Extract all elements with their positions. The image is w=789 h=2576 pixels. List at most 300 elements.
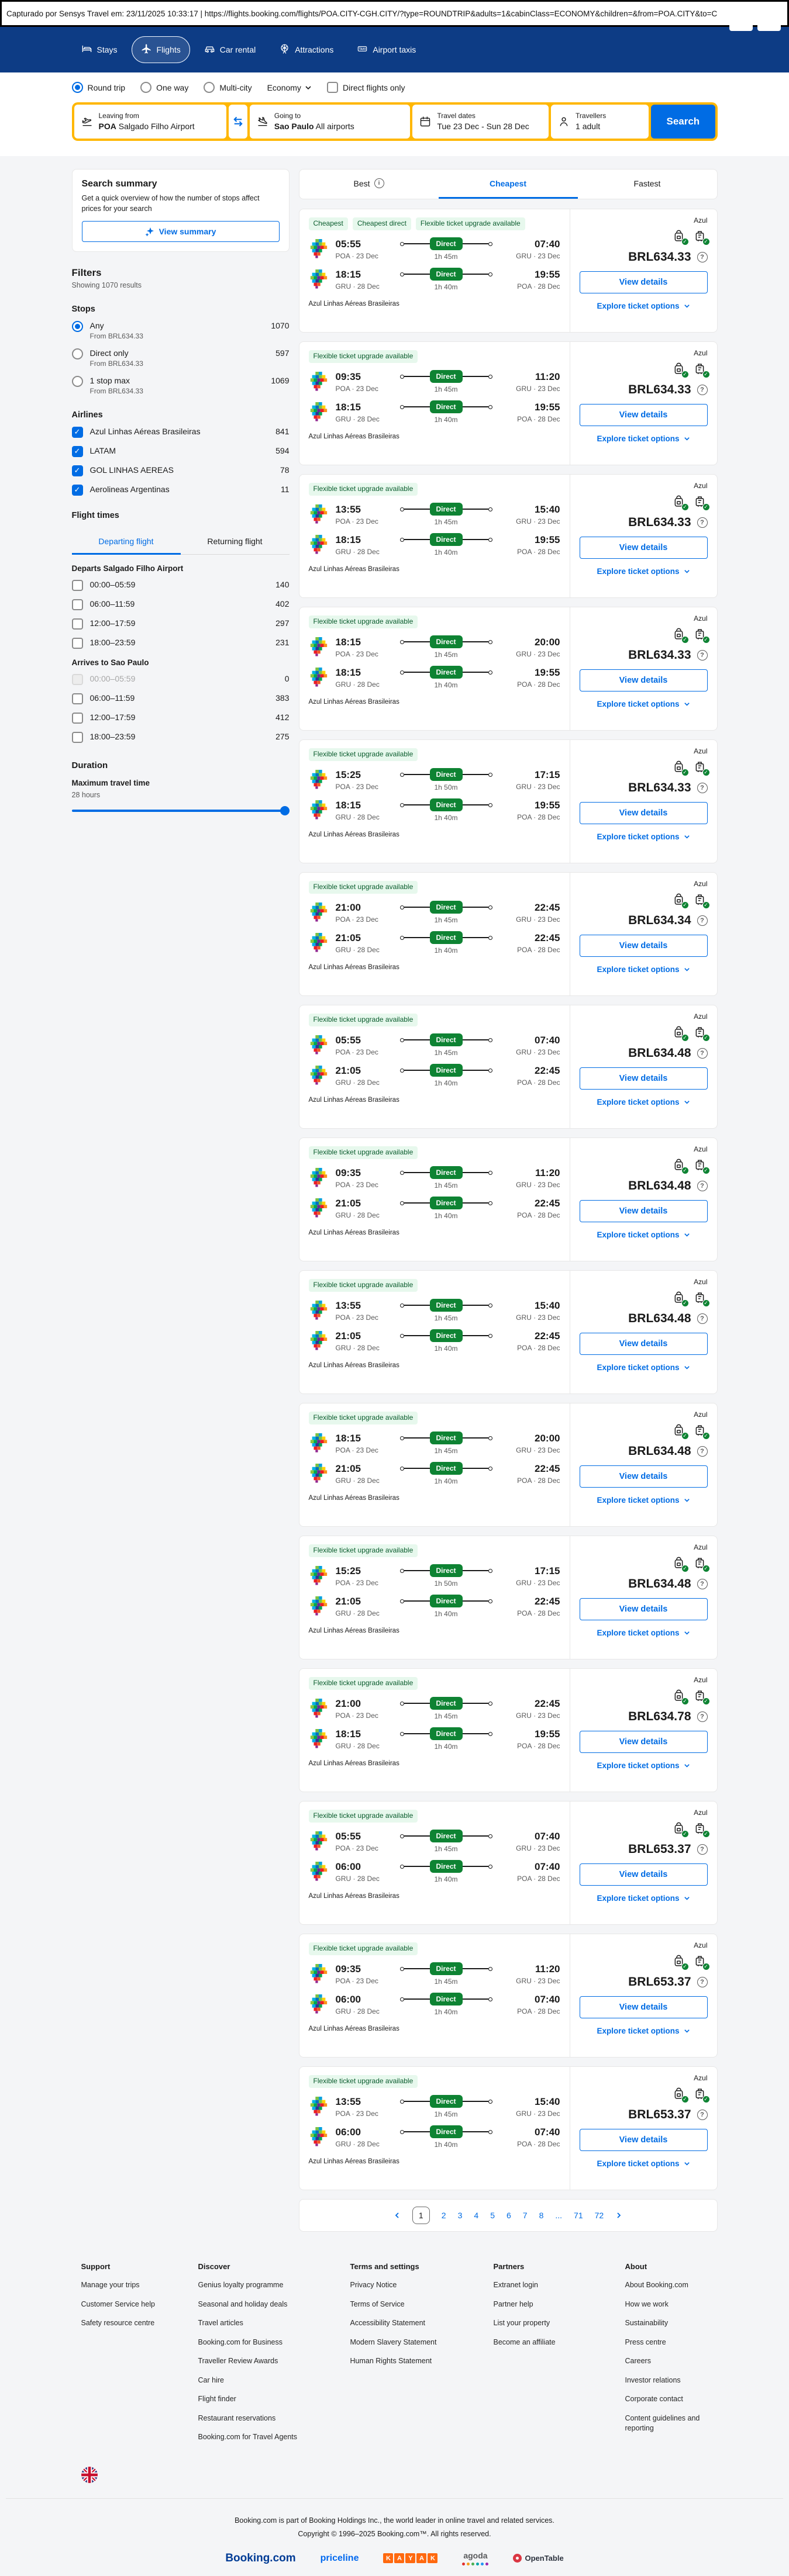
- search-summary-title: Search summary: [81, 179, 157, 189]
- footer-link[interactable]: Genius loyalty programme: [198, 2281, 284, 2289]
- footer-link[interactable]: Careers: [625, 2357, 651, 2365]
- checkbox-icon[interactable]: [72, 446, 83, 457]
- explore-label: Explore ticket options: [597, 965, 680, 974]
- page-number[interactable]: 2: [441, 2211, 446, 2220]
- page-number[interactable]: 71: [574, 2211, 583, 2220]
- outbound-departure-time: 15:25: [335, 769, 361, 780]
- footer-link[interactable]: Flight finder: [198, 2395, 236, 2403]
- checkbox-icon[interactable]: [72, 638, 83, 649]
- route-dot: [488, 1436, 492, 1440]
- return-arrival-airport: POA · 28 Dec: [517, 2007, 560, 2015]
- personal-item-icon: [673, 1025, 687, 1040]
- flight-times-tab[interactable]: Returning flight: [207, 537, 263, 547]
- return-departure-airport: GRU · 28 Dec: [335, 1609, 380, 1617]
- duration-value: 28 hours: [71, 791, 101, 800]
- footer-link[interactable]: Safety resource centre: [81, 2319, 155, 2327]
- airline-option[interactable]: [72, 446, 290, 457]
- price-info-icon[interactable]: ?: [697, 1313, 708, 1324]
- view-details-button[interactable]: View details: [580, 1731, 708, 1753]
- view-details-button[interactable]: View details: [580, 537, 708, 559]
- sort-tabs: [299, 169, 718, 199]
- price-info-icon[interactable]: ?: [697, 1977, 708, 1987]
- footer-column-title: Support: [81, 2262, 111, 2271]
- chevron-down-icon: [684, 1895, 690, 1901]
- view-details-button[interactable]: View details: [580, 1863, 708, 1886]
- outbound-duration: 1h 45m: [434, 1712, 458, 1720]
- nav-pill[interactable]: [132, 36, 190, 63]
- explore-ticket-options-link[interactable]: [580, 567, 708, 576]
- pagination: [299, 2199, 718, 2232]
- outbound-arrival-time: 20:00: [535, 1432, 560, 1444]
- route-line: [463, 1835, 488, 1837]
- footer-link[interactable]: Investor relations: [625, 2376, 681, 2384]
- trip-type-label: One way: [156, 82, 189, 92]
- page-number[interactable]: 5: [490, 2211, 495, 2220]
- route-line: [404, 672, 430, 673]
- route-line: [404, 2101, 430, 2102]
- checkbox-icon[interactable]: [72, 674, 83, 685]
- explore-ticket-options-link[interactable]: [580, 1230, 708, 1239]
- route-line: [463, 907, 488, 908]
- provider-name: Azul: [694, 349, 708, 357]
- depart-time-option[interactable]: [72, 618, 290, 630]
- explore-ticket-options-link[interactable]: [580, 700, 708, 708]
- route-line: [463, 1039, 488, 1040]
- stops-option[interactable]: [72, 348, 290, 368]
- outbound-arrival-airport: GRU · 23 Dec: [516, 1047, 560, 1056]
- route-dot: [488, 1967, 492, 1971]
- azul-airline-logo: [309, 1862, 329, 1882]
- return-arrival-time: 22:45: [535, 1197, 560, 1209]
- price-info-icon[interactable]: ?: [697, 650, 708, 661]
- sort-tab-label: Cheapest: [489, 178, 527, 188]
- going-to-field[interactable]: [250, 105, 410, 139]
- cabin-class-dropdown[interactable]: [267, 83, 312, 92]
- included-check-icon: ✓: [702, 1697, 710, 1705]
- outbound-leg: [309, 2095, 560, 2118]
- view-details-button[interactable]: View details: [580, 669, 708, 691]
- outbound-leg: [309, 370, 560, 393]
- footer-link[interactable]: Accessibility Statement: [350, 2319, 426, 2327]
- outbound-arrival-airport: GRU · 23 Dec: [516, 517, 560, 525]
- language-selector-uk-flag-icon[interactable]: [81, 2467, 98, 2483]
- outbound-arrival-time: 15:40: [535, 2096, 560, 2107]
- outbound-route: [400, 503, 492, 526]
- footer-link[interactable]: How we work: [625, 2300, 669, 2308]
- return-arrival-airport: POA · 28 Dec: [517, 1343, 560, 1352]
- outbound-departure-airport: POA · 23 Dec: [335, 1446, 378, 1454]
- flight-price: BRL634.48: [628, 1312, 691, 1325]
- checkbox-icon[interactable]: [72, 485, 83, 496]
- return-leg: [309, 533, 560, 556]
- cabin-bag-icon: [694, 760, 708, 775]
- arrive-time-option[interactable]: [72, 732, 290, 743]
- opentable-logo[interactable]: [513, 2554, 563, 2563]
- return-departure-time: 18:15: [335, 268, 361, 280]
- trip-type-option[interactable]: [140, 82, 188, 93]
- stops-option-price: From BRL634.33: [89, 359, 143, 368]
- outbound-route: [400, 635, 492, 659]
- chevron-down-icon: [684, 2160, 690, 2167]
- kayak-letter: A: [394, 2553, 404, 2563]
- view-details-button[interactable]: View details: [580, 271, 708, 293]
- footer-link[interactable]: Sustainability: [625, 2319, 669, 2327]
- explore-ticket-options-link[interactable]: [580, 1894, 708, 1903]
- footer-link[interactable]: Booking.com for Travel Agents: [198, 2433, 298, 2441]
- return-departure-airport: GRU · 28 Dec: [335, 282, 380, 291]
- footer-link[interactable]: Booking.com for Business: [198, 2338, 283, 2346]
- azul-airline-logo: [309, 800, 329, 820]
- price-info-icon[interactable]: ?: [697, 1579, 708, 1589]
- explore-ticket-options-link[interactable]: [580, 832, 708, 841]
- nav-pill[interactable]: [195, 36, 265, 63]
- view-details-button[interactable]: View details: [580, 1996, 708, 2018]
- sort-tab[interactable]: [578, 170, 717, 199]
- page-number[interactable]: 4: [474, 2211, 479, 2220]
- flight-card: [299, 341, 718, 465]
- direct-badge: Direct: [430, 1564, 463, 1577]
- footer-link[interactable]: Customer Service help: [81, 2300, 155, 2308]
- footer-link[interactable]: Content guidelines and reporting: [625, 2414, 700, 2432]
- footer-link[interactable]: About Booking.com: [625, 2281, 688, 2289]
- page-number[interactable]: 7: [522, 2211, 528, 2220]
- direct-badge: Direct: [430, 635, 463, 648]
- priceline-logo[interactable]: priceline: [320, 2553, 359, 2563]
- outbound-leg: [309, 1830, 560, 1853]
- route-dot: [400, 803, 404, 807]
- legal-text: Booking.com is part of Booking Holdings Inc., the world leader in online travel and related services.: [235, 2516, 554, 2525]
- route-line: [404, 1733, 430, 1734]
- route-dot: [488, 1702, 492, 1706]
- slider-handle[interactable]: [280, 806, 290, 815]
- radio-icon[interactable]: [140, 82, 151, 93]
- azul-airline-logo: [309, 535, 329, 555]
- return-departure-time: 21:05: [335, 1595, 361, 1607]
- outbound-departure-airport: POA · 23 Dec: [335, 1711, 378, 1720]
- outbound-departure-airport: POA · 23 Dec: [335, 1976, 378, 1985]
- direct-badge: Direct: [430, 1197, 463, 1209]
- page-number[interactable]: 3: [457, 2211, 463, 2220]
- flight-card-itinerary: [299, 1271, 570, 1394]
- footer-link[interactable]: Restaurant reservations: [198, 2414, 276, 2422]
- stops-option[interactable]: [72, 376, 290, 395]
- flight-card-pricing: [570, 1005, 717, 1128]
- travellers-field[interactable]: [551, 105, 649, 139]
- return-route: [400, 1595, 492, 1618]
- footer-link[interactable]: Manage your trips: [81, 2281, 140, 2289]
- checkbox-icon[interactable]: [72, 599, 83, 610]
- route-line: [404, 1202, 430, 1204]
- arrive-time-option[interactable]: [72, 713, 290, 724]
- flight-card: [299, 1934, 718, 2058]
- previous-page-button[interactable]: [394, 2212, 401, 2219]
- chevron-down-icon: [684, 303, 690, 309]
- cabin-bag-icon: [694, 362, 708, 377]
- arrive-time-option[interactable]: [72, 693, 290, 704]
- view-details-button[interactable]: View details: [580, 1598, 708, 1620]
- checkbox-icon[interactable]: [72, 427, 83, 438]
- page-number[interactable]: 72: [594, 2211, 604, 2220]
- outbound-arrival-airport: GRU · 23 Dec: [516, 384, 560, 393]
- page-number[interactable]: 6: [506, 2211, 511, 2220]
- route-line: [404, 243, 430, 244]
- filters-sidebar: [72, 169, 290, 815]
- return-duration: 1h 40m: [434, 2141, 458, 2149]
- footer-link[interactable]: Privacy Notice: [350, 2281, 397, 2289]
- route-dot: [400, 640, 404, 644]
- checkbox-icon[interactable]: [72, 713, 83, 724]
- outbound-arrival-airport: GRU · 23 Dec: [516, 1180, 560, 1189]
- route-dot: [488, 1069, 492, 1073]
- provider-name: Azul: [694, 880, 708, 888]
- outbound-leg: [309, 635, 560, 659]
- footer-link[interactable]: Traveller Review Awards: [198, 2357, 278, 2365]
- next-page-button[interactable]: [615, 2212, 622, 2219]
- route-line: [404, 804, 430, 805]
- airline-option[interactable]: [72, 485, 290, 496]
- footer-link[interactable]: Become an affiliate: [493, 2338, 556, 2346]
- footer-link[interactable]: Car hire: [198, 2376, 224, 2384]
- explore-ticket-options-link[interactable]: [580, 965, 708, 974]
- price-info-icon[interactable]: ?: [697, 1711, 708, 1722]
- footer-link[interactable]: Seasonal and holiday deals: [198, 2300, 288, 2308]
- checkbox-icon[interactable]: [72, 465, 83, 476]
- direct-badge: Direct: [430, 1033, 463, 1046]
- price-info-icon[interactable]: ?: [697, 252, 708, 262]
- flight-card-pricing: [570, 740, 717, 863]
- filters-title: Filters: [71, 267, 102, 279]
- route-dot: [400, 1997, 404, 2001]
- price-info-icon[interactable]: ?: [697, 2110, 708, 2120]
- outbound-arrival-time: 07:40: [535, 238, 560, 250]
- direct-flights-checkbox[interactable]: [327, 82, 405, 93]
- footer-link[interactable]: Extranet login: [493, 2281, 538, 2289]
- baggage-allowance: [580, 1158, 708, 1173]
- duration-slider[interactable]: [72, 806, 290, 815]
- page-number[interactable]: 1: [412, 2207, 430, 2224]
- route-line: [463, 804, 488, 805]
- outbound-route: [400, 1962, 492, 1986]
- top-navigation: [0, 27, 789, 72]
- checkbox-icon[interactable]: [72, 618, 83, 630]
- nav-pill-label: Attractions: [295, 45, 334, 54]
- trip-type-option[interactable]: [204, 82, 251, 93]
- footer-link[interactable]: Modern Slavery Statement: [350, 2338, 437, 2346]
- flight-price: BRL634.48: [628, 1444, 691, 1458]
- nav-product-icon: [279, 43, 290, 56]
- page-number[interactable]: 8: [539, 2211, 544, 2220]
- arrive-time-count: 412: [275, 713, 290, 722]
- footer-link[interactable]: Human Rights Statement: [350, 2357, 432, 2365]
- flight-card-itinerary: [299, 1536, 570, 1659]
- provider-name: Azul: [694, 1278, 708, 1286]
- info-icon[interactable]: i: [374, 178, 384, 188]
- footer-link[interactable]: Corporate contact: [625, 2395, 683, 2403]
- airline-option[interactable]: [72, 465, 290, 476]
- explore-ticket-options-link[interactable]: [580, 1098, 708, 1107]
- nav-pill[interactable]: [347, 36, 425, 63]
- swap-origin-destination-button[interactable]: [229, 105, 247, 139]
- baggage-allowance: [580, 893, 708, 908]
- provider-name: Azul: [694, 1809, 708, 1817]
- included-check-icon: ✓: [681, 1963, 689, 1970]
- footer-link[interactable]: Partner help: [493, 2300, 533, 2308]
- personal-item-icon: [673, 1291, 687, 1306]
- stops-option[interactable]: [72, 321, 290, 340]
- agoda-logo[interactable]: [462, 2551, 488, 2565]
- return-arrival-time: 07:40: [535, 1861, 560, 1872]
- route-dot: [400, 538, 404, 542]
- radio-icon[interactable]: [72, 348, 83, 359]
- route-dot: [400, 905, 404, 910]
- depart-time-label: 18:00–23:59: [89, 638, 136, 648]
- cabin-bag-icon: [694, 1556, 708, 1571]
- radio-icon[interactable]: [72, 321, 83, 332]
- outbound-route: [400, 768, 492, 791]
- view-details-button[interactable]: View details: [580, 1465, 708, 1488]
- route-line: [463, 2101, 488, 2102]
- explore-ticket-options-link[interactable]: [580, 1761, 708, 1770]
- view-details-button[interactable]: View details: [580, 1067, 708, 1090]
- route-dot: [488, 1569, 492, 1573]
- provider-name: Azul: [694, 747, 708, 755]
- airline-option-count: 594: [275, 446, 290, 456]
- azul-airline-logo: [309, 1596, 329, 1616]
- view-details-button[interactable]: View details: [580, 1333, 708, 1355]
- depart-time-option[interactable]: [72, 638, 290, 649]
- outbound-departure-time: 18:15: [335, 636, 361, 648]
- booking-logo[interactable]: Booking.com: [225, 2551, 296, 2564]
- explore-ticket-options-link[interactable]: [580, 1628, 708, 1637]
- price-info-icon[interactable]: ?: [697, 517, 708, 528]
- radio-icon[interactable]: [72, 376, 83, 387]
- arrive-time-option[interactable]: [72, 674, 290, 685]
- personal-item-icon: [673, 1821, 687, 1837]
- travel-dates-field[interactable]: [412, 105, 549, 139]
- return-departure-airport: GRU · 28 Dec: [335, 414, 380, 423]
- included-check-icon: ✓: [702, 636, 710, 644]
- price-info-icon[interactable]: ?: [697, 1446, 708, 1457]
- outbound-leg: [309, 1432, 560, 1455]
- leaving-from-field[interactable]: [74, 105, 227, 139]
- return-route: [400, 798, 492, 822]
- trip-type-option[interactable]: [72, 82, 126, 93]
- route-line: [404, 1039, 430, 1040]
- nav-pill[interactable]: [72, 36, 127, 63]
- route-dot: [488, 803, 492, 807]
- price-info-icon[interactable]: ?: [697, 1844, 708, 1855]
- depart-time-count: 402: [275, 599, 290, 609]
- explore-ticket-options-link[interactable]: [580, 302, 708, 310]
- depart-time-option[interactable]: [72, 580, 290, 591]
- explore-ticket-options-link[interactable]: [580, 1363, 708, 1372]
- radio-icon[interactable]: [72, 82, 83, 93]
- explore-ticket-options-link[interactable]: [580, 1496, 708, 1505]
- price-info-icon[interactable]: ?: [697, 1181, 708, 1191]
- results-list: [299, 169, 718, 2247]
- chevron-down-icon: [684, 1232, 690, 1238]
- search-button[interactable]: Search: [651, 105, 715, 139]
- explore-ticket-options-link[interactable]: [580, 434, 708, 443]
- footer-link[interactable]: List your property: [493, 2319, 550, 2327]
- flight-times-tab[interactable]: Departing flight: [72, 531, 181, 555]
- view-details-button[interactable]: View details: [580, 802, 708, 824]
- return-leg: [309, 1329, 560, 1353]
- included-check-icon: ✓: [681, 2096, 689, 2103]
- flight-card-itinerary: [299, 607, 570, 730]
- kayak-logo[interactable]: [383, 2553, 437, 2563]
- outbound-departure-time: 09:35: [335, 1963, 361, 1975]
- checkbox-icon[interactable]: [72, 693, 83, 704]
- explore-label: Explore ticket options: [597, 1098, 680, 1107]
- radio-icon[interactable]: [204, 82, 215, 93]
- return-leg: [309, 931, 560, 955]
- route-line: [463, 774, 488, 775]
- return-arrival-airport: POA · 28 Dec: [517, 2139, 560, 2148]
- outbound-arrival-time: 11:20: [535, 371, 560, 382]
- direct-badge: Direct: [430, 1299, 463, 1312]
- price-info-icon[interactable]: ?: [697, 915, 708, 926]
- footer-link[interactable]: Press centre: [625, 2338, 666, 2346]
- direct-badge: Direct: [430, 1697, 463, 1710]
- page-numbers: [412, 2207, 604, 2224]
- return-arrival-time: 22:45: [535, 1064, 560, 1076]
- view-summary-label: View summary: [159, 227, 216, 237]
- outbound-leg: [309, 768, 560, 791]
- deal-badges: [309, 1942, 560, 1955]
- price-info-icon[interactable]: ?: [697, 783, 708, 793]
- checkbox-icon[interactable]: [72, 732, 83, 743]
- return-leg: [309, 1595, 560, 1618]
- outbound-duration: 1h 45m: [434, 1049, 458, 1057]
- explore-ticket-options-link[interactable]: [580, 2027, 708, 2035]
- route-line: [404, 774, 430, 775]
- view-details-button[interactable]: View details: [580, 1200, 708, 1222]
- view-details-button[interactable]: View details: [580, 935, 708, 957]
- price-info-icon[interactable]: ?: [697, 1048, 708, 1059]
- sort-tab[interactable]: [299, 170, 439, 199]
- flight-card: [299, 1270, 718, 1394]
- nav-pill[interactable]: [270, 36, 343, 63]
- provider-name: Azul: [694, 2074, 708, 2082]
- sort-tab[interactable]: [439, 170, 578, 199]
- travel-dates-value: Tue 23 Dec - Sun 28 Dec: [437, 121, 529, 131]
- depart-time-option[interactable]: [72, 599, 290, 610]
- direct-badge: Direct: [430, 1329, 463, 1342]
- explore-ticket-options-link[interactable]: [580, 2159, 708, 2168]
- view-details-button[interactable]: View details: [580, 2129, 708, 2151]
- view-details-button[interactable]: View details: [580, 404, 708, 426]
- footer-link[interactable]: Travel articles: [198, 2319, 243, 2327]
- price-info-icon[interactable]: ?: [697, 385, 708, 395]
- slider-track: [72, 810, 290, 812]
- outbound-arrival-airport: GRU · 23 Dec: [516, 649, 560, 658]
- checkbox-icon[interactable]: [72, 580, 83, 591]
- return-departure-time: 18:15: [335, 666, 361, 678]
- capture-banner: [0, 0, 789, 27]
- outbound-route: [400, 1432, 492, 1455]
- checkbox-icon[interactable]: [327, 82, 338, 93]
- route-line: [404, 907, 430, 908]
- view-summary-button[interactable]: [82, 221, 280, 242]
- airline-option[interactable]: [72, 427, 290, 438]
- page-number[interactable]: ...: [555, 2211, 563, 2220]
- flight-card-pricing: [570, 1934, 717, 2057]
- return-arrival-airport: POA · 28 Dec: [517, 1609, 560, 1617]
- footer-link[interactable]: Terms of Service: [350, 2300, 405, 2308]
- route-dot: [400, 773, 404, 777]
- included-check-icon: ✓: [681, 1565, 689, 1572]
